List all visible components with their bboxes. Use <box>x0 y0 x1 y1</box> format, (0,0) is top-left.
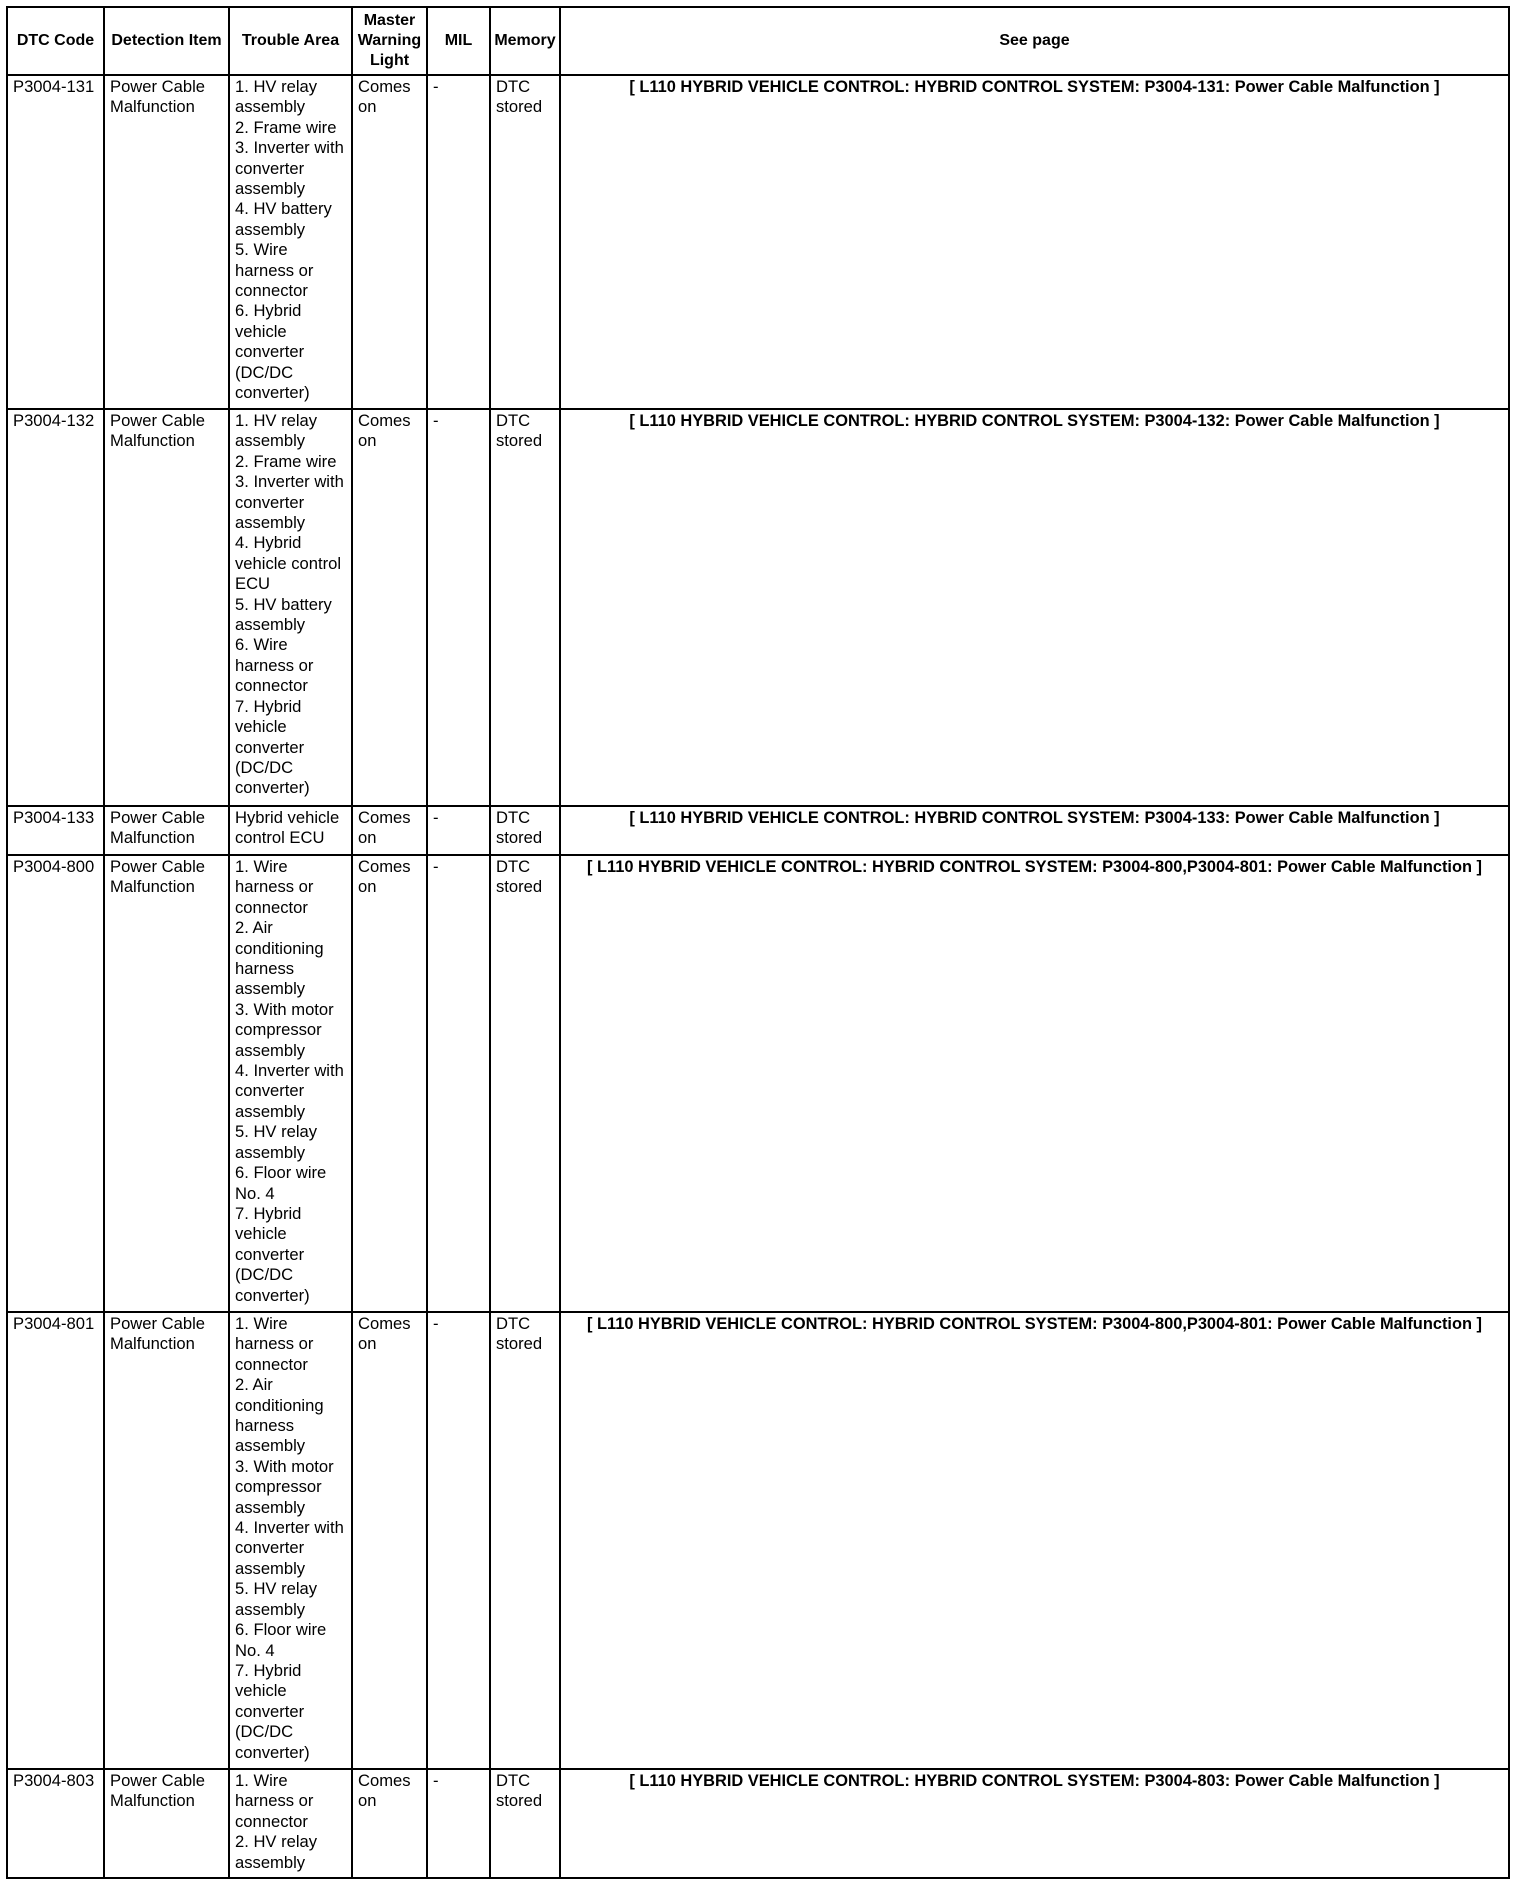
trouble-area-cell <box>229 75 352 409</box>
cell-line: Comes <box>358 411 411 430</box>
cell-line: assembly <box>235 1436 306 1456</box>
header-dtc-code: DTC Code <box>7 7 104 75</box>
header-trouble-area: Trouble Area <box>229 7 352 75</box>
memory-cell <box>490 1769 560 1878</box>
cell-line: stored <box>496 1791 543 1811</box>
cell-line: Power Cable <box>110 1771 206 1790</box>
cell-line: on <box>358 1334 377 1354</box>
cell-line: connector <box>235 1811 308 1831</box>
cell-line: assembly <box>235 615 306 635</box>
master-warning-cell <box>352 409 427 806</box>
cell-line: harness or <box>235 260 314 280</box>
cell-line: Malfunction <box>110 1334 195 1354</box>
cell-line: converter <box>235 492 305 512</box>
see-page-link[interactable]: [ L110 HYBRID VEHICLE CONTROL: HYBRID CONTROL SYSTEM: P3004-800,P3004-801: Power Cable Malfunction ] <box>560 855 1509 1312</box>
cell-line: stored <box>496 877 543 897</box>
table-row <box>7 855 1509 1312</box>
cell-line: assembly <box>235 431 306 451</box>
cell-line: 4. Inverter with <box>235 1061 344 1081</box>
cell-line: Power Cable <box>110 857 206 876</box>
see-page-link[interactable]: [ L110 HYBRID VEHICLE CONTROL: HYBRID CONTROL SYSTEM: P3004-131: Power Cable Malfunction ] <box>560 75 1509 409</box>
memory-cell <box>490 855 560 1312</box>
cell-line: vehicle <box>235 1681 287 1701</box>
cell-line: assembly <box>235 1040 306 1060</box>
memory-cell <box>490 1312 560 1769</box>
cell-line: 2. Air <box>235 918 273 938</box>
cell-line: 7. Hybrid <box>235 696 302 716</box>
cell-line: DTC <box>496 1314 531 1333</box>
cell-line: compressor <box>235 1020 322 1040</box>
dtc-code-cell: P3004-801 <box>7 1312 104 1769</box>
cell-line: converter <box>235 1081 305 1101</box>
trouble-area-cell <box>229 806 352 855</box>
memory-cell <box>490 75 560 409</box>
cell-line: on <box>358 431 377 451</box>
cell-line: control ECU <box>235 828 325 848</box>
cell-line: stored <box>496 431 543 451</box>
cell-line: on <box>358 1791 377 1811</box>
cell-line: Power Cable <box>110 1314 206 1333</box>
cell-line: Comes <box>358 1771 411 1790</box>
table-row <box>7 1769 1509 1878</box>
cell-line: compressor <box>235 1477 322 1497</box>
cell-line: converter) <box>235 1742 310 1762</box>
cell-line: connector <box>235 897 308 917</box>
cell-line: 1. Wire <box>235 1771 288 1790</box>
cell-line: on <box>358 97 377 117</box>
dtc-code-cell: P3004-133 <box>7 806 104 855</box>
memory-cell <box>490 409 560 806</box>
cell-line: assembly <box>235 1599 306 1619</box>
header-mil: MIL <box>427 7 490 75</box>
header-master-line: Warning <box>357 32 422 49</box>
cell-line: DTC <box>496 857 531 876</box>
cell-line: Power Cable <box>110 77 206 96</box>
cell-line: 3. Inverter with <box>235 472 344 492</box>
cell-line: assembly <box>235 1142 306 1162</box>
header-master-line: Light <box>369 52 410 69</box>
cell-line: Comes <box>358 1314 411 1333</box>
cell-line: harness or <box>235 1334 314 1354</box>
header-master-warning-light <box>352 7 427 75</box>
cell-line: vehicle <box>235 717 287 737</box>
master-warning-cell <box>352 806 427 855</box>
detection-item-cell <box>104 1312 229 1769</box>
detection-item-cell <box>104 75 229 409</box>
cell-line: 4. HV battery <box>235 199 332 219</box>
cell-line: 4. Inverter with <box>235 1518 344 1538</box>
table-row <box>7 409 1509 806</box>
cell-line: converter) <box>235 1285 310 1305</box>
cell-line: stored <box>496 828 543 848</box>
header-master-line: Master <box>363 12 416 29</box>
trouble-area-cell <box>229 1312 352 1769</box>
cell-line: assembly <box>235 1497 306 1517</box>
cell-line: converter <box>235 158 305 178</box>
dtc-code-cell: P3004-132 <box>7 409 104 806</box>
cell-line: Comes <box>358 808 411 827</box>
cell-line: 1. HV relay <box>235 77 318 96</box>
cell-line: 1. Wire <box>235 1314 288 1333</box>
cell-line: 2. HV relay <box>235 1832 318 1852</box>
cell-line: converter) <box>235 383 310 403</box>
cell-line: connector <box>235 281 308 301</box>
cell-line: harness <box>235 959 295 979</box>
cell-line: harness or <box>235 1791 314 1811</box>
detection-item-cell <box>104 855 229 1312</box>
see-page-link[interactable]: [ L110 HYBRID VEHICLE CONTROL: HYBRID CONTROL SYSTEM: P3004-132: Power Cable Malfunction ] <box>560 409 1509 806</box>
cell-line: assembly <box>235 179 306 199</box>
cell-line: 1. HV relay <box>235 411 318 430</box>
cell-line: 3. With motor <box>235 999 334 1019</box>
see-page-link[interactable]: [ L110 HYBRID VEHICLE CONTROL: HYBRID CONTROL SYSTEM: P3004-800,P3004-801: Power Cable Malfunction ] <box>560 1312 1509 1769</box>
cell-line: vehicle <box>235 1224 287 1244</box>
cell-line: on <box>358 877 377 897</box>
header-row <box>7 7 1509 75</box>
dtc-table <box>6 6 1510 1879</box>
cell-line: assembly <box>235 513 306 533</box>
cell-line: converter <box>235 1244 305 1264</box>
cell-line: converter <box>235 1538 305 1558</box>
table-body <box>7 75 1509 1878</box>
cell-line: 2. Frame wire <box>235 117 337 137</box>
cell-line: Comes <box>358 77 411 96</box>
cell-line: 3. With motor <box>235 1456 334 1476</box>
table-row <box>7 1312 1509 1769</box>
cell-line: Power Cable <box>110 808 206 827</box>
table-row <box>7 806 1509 855</box>
cell-line: 5. Wire <box>235 240 288 260</box>
cell-line: DTC <box>496 411 531 430</box>
see-page-link[interactable]: [ L110 HYBRID VEHICLE CONTROL: HYBRID CONTROL SYSTEM: P3004-803: Power Cable Malfunction ] <box>560 1769 1509 1878</box>
header-memory: Memory <box>490 7 560 75</box>
master-warning-cell <box>352 1769 427 1878</box>
mil-cell: - <box>427 1312 490 1769</box>
cell-line: harness or <box>235 877 314 897</box>
header-detection-item: Detection Item <box>104 7 229 75</box>
cell-line: 2. Air <box>235 1375 273 1395</box>
cell-line: assembly <box>235 219 306 239</box>
cell-line: harness or <box>235 655 314 675</box>
cell-line: DTC <box>496 77 531 96</box>
cell-line: Power Cable <box>110 411 206 430</box>
document-page <box>6 6 1508 1879</box>
cell-line: (DC/DC <box>235 362 294 382</box>
cell-line: (DC/DC <box>235 1722 294 1742</box>
master-warning-cell <box>352 855 427 1312</box>
cell-line: 7. Hybrid <box>235 1203 302 1223</box>
master-warning-cell <box>352 1312 427 1769</box>
cell-line: stored <box>496 97 543 117</box>
cell-line: 5. HV relay <box>235 1122 318 1142</box>
cell-line: Comes <box>358 857 411 876</box>
cell-line: assembly <box>235 1852 306 1872</box>
cell-line: 2. Frame wire <box>235 451 337 471</box>
cell-line: (DC/DC <box>235 1265 294 1285</box>
cell-line: 6. Floor wire <box>235 1620 327 1640</box>
cell-line: assembly <box>235 979 306 999</box>
cell-line: conditioning <box>235 1395 324 1415</box>
cell-line: 6. Wire <box>235 635 288 655</box>
mil-cell: - <box>427 1769 490 1878</box>
detection-item-cell <box>104 409 229 806</box>
cell-line: vehicle <box>235 321 287 341</box>
cell-line: 7. Hybrid <box>235 1660 302 1680</box>
mil-cell: - <box>427 855 490 1312</box>
dtc-code-cell: P3004-803 <box>7 1769 104 1878</box>
cell-line: No. 4 <box>235 1183 275 1203</box>
cell-line: connector <box>235 676 308 696</box>
cell-line: Malfunction <box>110 1791 195 1811</box>
memory-cell <box>490 806 560 855</box>
trouble-area-cell <box>229 1769 352 1878</box>
trouble-area-cell <box>229 409 352 806</box>
cell-line: DTC <box>496 808 531 827</box>
cell-line: on <box>358 828 377 848</box>
cell-line: stored <box>496 1334 543 1354</box>
mil-cell: - <box>427 75 490 409</box>
cell-line: No. 4 <box>235 1640 275 1660</box>
cell-line: assembly <box>235 97 306 117</box>
cell-line: vehicle control <box>235 553 342 573</box>
cell-line: converter <box>235 1701 305 1721</box>
cell-line: 6. Floor wire <box>235 1163 327 1183</box>
header-see-page: See page <box>560 7 1509 75</box>
cell-line: Malfunction <box>110 828 195 848</box>
dtc-code-cell: P3004-800 <box>7 855 104 1312</box>
cell-line: 5. HV relay <box>235 1579 318 1599</box>
cell-line: (DC/DC <box>235 757 294 777</box>
cell-line: ECU <box>235 574 271 594</box>
cell-line: Malfunction <box>110 877 195 897</box>
master-warning-cell <box>352 75 427 409</box>
cell-line: converter) <box>235 778 310 798</box>
cell-line: DTC <box>496 1771 531 1790</box>
detection-item-cell <box>104 1769 229 1878</box>
cell-line: 1. Wire <box>235 857 288 876</box>
cell-line: connector <box>235 1354 308 1374</box>
cell-line: assembly <box>235 1101 306 1121</box>
cell-line: conditioning <box>235 938 324 958</box>
cell-line: 4. Hybrid <box>235 533 302 553</box>
dtc-code-cell: P3004-131 <box>7 75 104 409</box>
detection-item-cell <box>104 806 229 855</box>
cell-line: Malfunction <box>110 431 195 451</box>
cell-line: Malfunction <box>110 97 195 117</box>
cell-line: assembly <box>235 1558 306 1578</box>
cell-line: converter <box>235 737 305 757</box>
cell-line: 5. HV battery <box>235 594 332 614</box>
trouble-area-cell <box>229 855 352 1312</box>
mil-cell: - <box>427 806 490 855</box>
table-row <box>7 75 1509 409</box>
see-page-link[interactable]: [ L110 HYBRID VEHICLE CONTROL: HYBRID CONTROL SYSTEM: P3004-133: Power Cable Malfunction ] <box>560 806 1509 855</box>
cell-line: Hybrid vehicle <box>235 808 340 827</box>
cell-line: 6. Hybrid <box>235 301 302 321</box>
cell-line: 3. Inverter with <box>235 138 344 158</box>
cell-line: harness <box>235 1416 295 1436</box>
cell-line: converter <box>235 342 305 362</box>
mil-cell: - <box>427 409 490 806</box>
